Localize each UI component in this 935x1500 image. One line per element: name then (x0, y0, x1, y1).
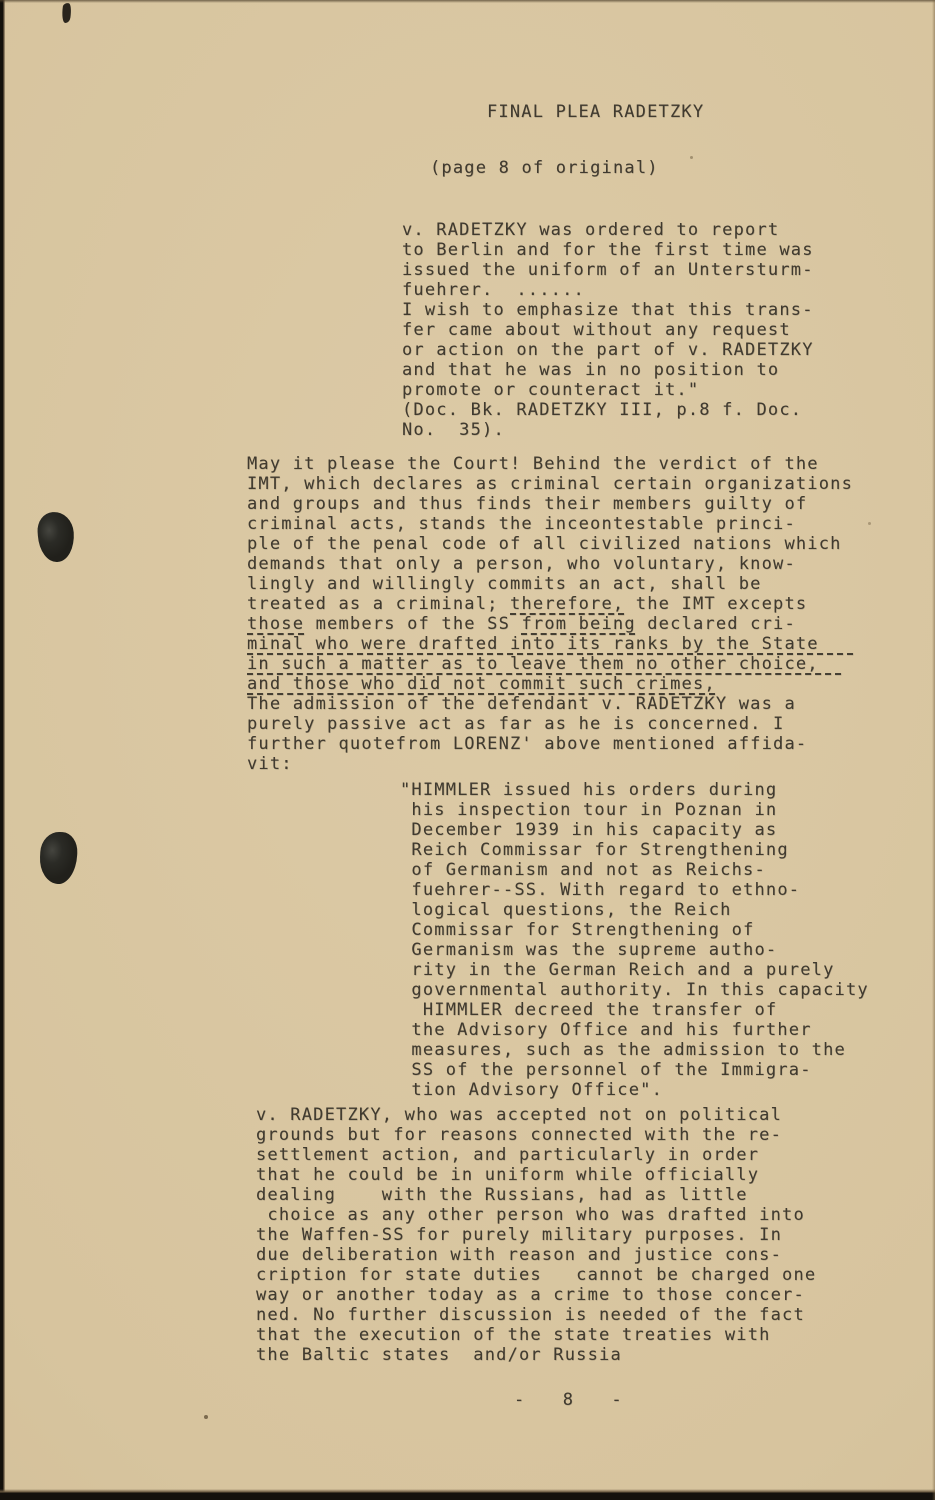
text-line: fuehrer. ...... (402, 280, 585, 300)
text-line: December 1939 in his capacity as (400, 820, 778, 840)
text-line: promote or counteract it." (402, 380, 700, 400)
underlined-text: those (247, 614, 305, 634)
punch-hole-top (36, 511, 75, 563)
text-line: SS of the personnel of the Immigra- (400, 1060, 812, 1080)
text-line (247, 634, 853, 654)
text-line (247, 674, 853, 694)
text-line: Reich Commissar for Strengthening (400, 840, 789, 860)
text-line: IMT, which declares as criminal certain organizations (247, 474, 854, 494)
text-line: of Germanism and not as Reichs- (400, 860, 766, 880)
text-line: and groups and thus finds their members guilty of (247, 494, 808, 514)
text-line: demands that only a person, who voluntary, know- (247, 554, 796, 574)
text-line (247, 654, 853, 674)
text-line: fuehrer--SS. With regard to ethno- (400, 880, 801, 900)
scan-edge-bottom (0, 1489, 935, 1500)
text-line: the Baltic states and/or Russia (256, 1345, 622, 1365)
underlined-text: in such a matter as to leave them no other choice, (247, 654, 842, 674)
paper-speck (204, 1415, 208, 1419)
text-line: that he could be in uniform while officially (256, 1165, 760, 1185)
text-line: ned. No further discussion is needed of the fact (256, 1305, 805, 1325)
text-line: tion Advisory Office". (400, 1080, 664, 1100)
text-segment: declared cri- (635, 614, 796, 634)
text-line: The admission of the defendant v. RADETZKY was a (247, 694, 796, 714)
text-line: May it please the Court! Behind the verdict of the (247, 454, 819, 474)
page-subtitle: (page 8 of original) (430, 158, 659, 178)
text-line: purely passive act as far as he is concerned. I (247, 714, 785, 734)
text-line: to Berlin and for the first time was (402, 240, 814, 260)
paper-speck (868, 522, 871, 525)
text-line: or action on the part of v. RADETZKY (402, 340, 814, 360)
text-line: v. RADETZKY was ordered to report (402, 220, 780, 240)
text-segment: the IMT excepts (624, 594, 808, 614)
underlined-text: and those who did not commit such crimes, (247, 674, 716, 694)
scan-edge-left (0, 0, 5, 1500)
text-line: cription for state duties cannot be charged one (256, 1265, 817, 1285)
text-line: way or another today as a crime to those concer- (256, 1285, 805, 1305)
text-line: that the execution of the state treaties with (256, 1325, 771, 1345)
text-line: v. RADETZKY, who was accepted not on political (256, 1105, 783, 1125)
text-line: (Doc. Bk. RADETZKY III, p.8 f. Doc. (402, 400, 803, 420)
text-line: governmental authority. In this capacity (400, 980, 869, 1000)
text-line: vit: (247, 754, 293, 774)
paper-speck (690, 156, 693, 159)
text-line (247, 614, 853, 634)
text-segment: treated as a criminal; (247, 594, 511, 614)
text-line: the Waffen-SS for purely military purposes. In (256, 1225, 783, 1245)
text-line: his inspection tour in Poznan in (400, 800, 778, 820)
punch-hole-bottom (39, 831, 79, 885)
text-line: choice as any other person who was drafted into (256, 1205, 805, 1225)
text-line: due deliberation with reason and justice cons- (256, 1245, 783, 1265)
text-line: I wish to emphasize that this trans- (402, 300, 814, 320)
text-segment: members of the SS (304, 614, 522, 634)
text-line: further quotefrom LORENZ' above mentioned affida- (247, 734, 808, 754)
underlined-text: therefore, (510, 594, 625, 614)
text-line: fer came about without any request (402, 320, 791, 340)
text-line: lingly and willingly commits an act, shall be (247, 574, 762, 594)
blockquote-1 (402, 220, 814, 440)
main-paragraph-1 (247, 454, 853, 774)
text-line: the Advisory Office and his further (400, 1020, 812, 1040)
text-line: HIMMLER decreed the transfer of (400, 1000, 778, 1020)
page-number: - 8 - (514, 1390, 628, 1410)
text-line: Germanism was the supreme autho- (400, 940, 778, 960)
text-line: logical questions, the Reich (400, 900, 732, 920)
text-line: issued the uniform of an Untersturm- (402, 260, 814, 280)
underlined-text: from being (521, 614, 636, 634)
text-line: No. 35). (402, 420, 505, 440)
scan-edge-top (0, 0, 935, 3)
text-line: grounds but for reasons connected with the re- (256, 1125, 783, 1145)
underlined-text: minal who were drafted into its ranks by the State (247, 634, 854, 654)
text-line: rity in the German Reich and a purely (400, 960, 835, 980)
text-line: criminal acts, stands the inceontestable princi- (247, 514, 796, 534)
text-line: and that he was in no position to (402, 360, 780, 380)
text-line: dealing with the Russians, had as little (256, 1185, 748, 1205)
text-line: settlement action, and particularly in order (256, 1145, 760, 1165)
text-line: "HIMMLER issued his orders during (400, 780, 778, 800)
text-line (247, 594, 853, 614)
text-line: ple of the penal code of all civilized nations which (247, 534, 842, 554)
blockquote-2 (400, 780, 869, 1100)
ink-mark-top-left (61, 2, 73, 23)
main-paragraph-2 (256, 1105, 816, 1365)
text-line: measures, such as the admission to the (400, 1040, 846, 1060)
page-title: FINAL PLEA RADETZKY (487, 102, 705, 122)
text-line: Commissar for Strengthening of (400, 920, 755, 940)
